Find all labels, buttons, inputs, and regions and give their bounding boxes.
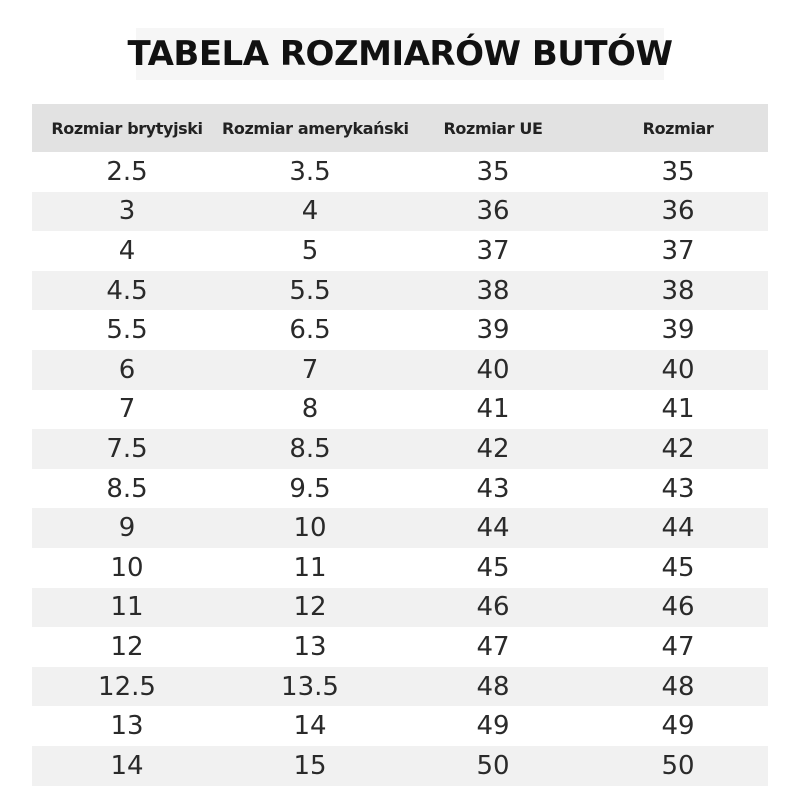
cell-uk-size: 7 [118,394,136,425]
cell-us-size: 11 [293,552,327,583]
table-row [32,588,768,628]
cell-eu-size: 50 [476,750,510,781]
cell-size: 37 [661,235,695,266]
header-us-size: Rozmiar amerykański [222,118,409,138]
table-row [32,548,768,588]
title-banner [127,28,673,80]
cell-us-size: 14 [293,711,327,742]
cell-us-size: 7 [301,354,319,385]
page-title: TABELA ROZMIARÓW BUTÓW [127,34,673,74]
cell-us-size: 3.5 [289,156,331,187]
cell-eu-size: 41 [476,394,510,425]
cell-us-size: 8.5 [289,433,331,464]
cell-uk-size: 3 [118,196,136,227]
cell-us-size: 8 [301,394,319,425]
cell-size: 45 [661,552,695,583]
table-row [32,706,768,746]
cell-uk-size: 11 [110,592,144,623]
cell-us-size: 10 [293,513,327,544]
cell-eu-size: 48 [476,671,510,702]
cell-us-size: 15 [293,750,327,781]
cell-uk-size: 5.5 [106,315,148,346]
cell-us-size: 6.5 [289,315,331,346]
cell-us-size: 13 [293,631,327,662]
cell-size: 39 [661,315,695,346]
table-row [32,231,768,271]
table-row [32,667,768,707]
cell-us-size: 5.5 [289,275,331,306]
cell-us-size: 12 [293,592,327,623]
cell-size: 35 [661,156,695,187]
cell-eu-size: 46 [476,592,510,623]
cell-eu-size: 36 [476,196,510,227]
cell-size: 46 [661,592,695,623]
cell-size: 47 [661,631,695,662]
cell-uk-size: 12 [110,631,144,662]
cell-eu-size: 38 [476,275,510,306]
table-row [32,192,768,232]
table-row [32,627,768,667]
table-body [32,152,768,786]
table-row [32,429,768,469]
cell-eu-size: 49 [476,711,510,742]
size-table [32,104,768,786]
cell-size: 38 [661,275,695,306]
cell-eu-size: 35 [476,156,510,187]
cell-eu-size: 44 [476,513,510,544]
cell-us-size: 5 [301,235,319,266]
cell-uk-size: 6 [118,354,136,385]
table-row [32,350,768,390]
table-row [32,746,768,786]
cell-size: 43 [661,473,695,504]
cell-size: 49 [661,711,695,742]
table-row [32,469,768,509]
cell-eu-size: 42 [476,433,510,464]
cell-uk-size: 10 [110,552,144,583]
header-size: Rozmiar [642,118,714,138]
cell-uk-size: 2.5 [106,156,148,187]
cell-uk-size: 14 [110,750,144,781]
table-row [32,271,768,311]
cell-size: 41 [661,394,695,425]
cell-us-size: 13.5 [281,671,339,702]
table-row [32,390,768,430]
cell-eu-size: 45 [476,552,510,583]
cell-eu-size: 43 [476,473,510,504]
cell-eu-size: 37 [476,235,510,266]
cell-size: 42 [661,433,695,464]
cell-eu-size: 40 [476,354,510,385]
table-header [32,104,768,152]
table-row [32,152,768,192]
cell-size: 48 [661,671,695,702]
cell-uk-size: 4.5 [106,275,148,306]
cell-uk-size: 13 [110,711,144,742]
cell-us-size: 9.5 [289,473,331,504]
cell-size: 44 [661,513,695,544]
cell-size: 50 [661,750,695,781]
cell-size: 40 [661,354,695,385]
cell-uk-size: 7.5 [106,433,148,464]
header-uk-size: Rozmiar brytyjski [51,118,203,138]
cell-uk-size: 4 [118,235,136,266]
table-row [32,310,768,350]
cell-uk-size: 8.5 [106,473,148,504]
cell-eu-size: 39 [476,315,510,346]
table-row [32,508,768,548]
cell-size: 36 [661,196,695,227]
cell-uk-size: 12.5 [98,671,156,702]
cell-uk-size: 9 [118,513,136,544]
header-eu-size: Rozmiar UE [443,118,543,138]
cell-us-size: 4 [301,196,319,227]
cell-eu-size: 47 [476,631,510,662]
